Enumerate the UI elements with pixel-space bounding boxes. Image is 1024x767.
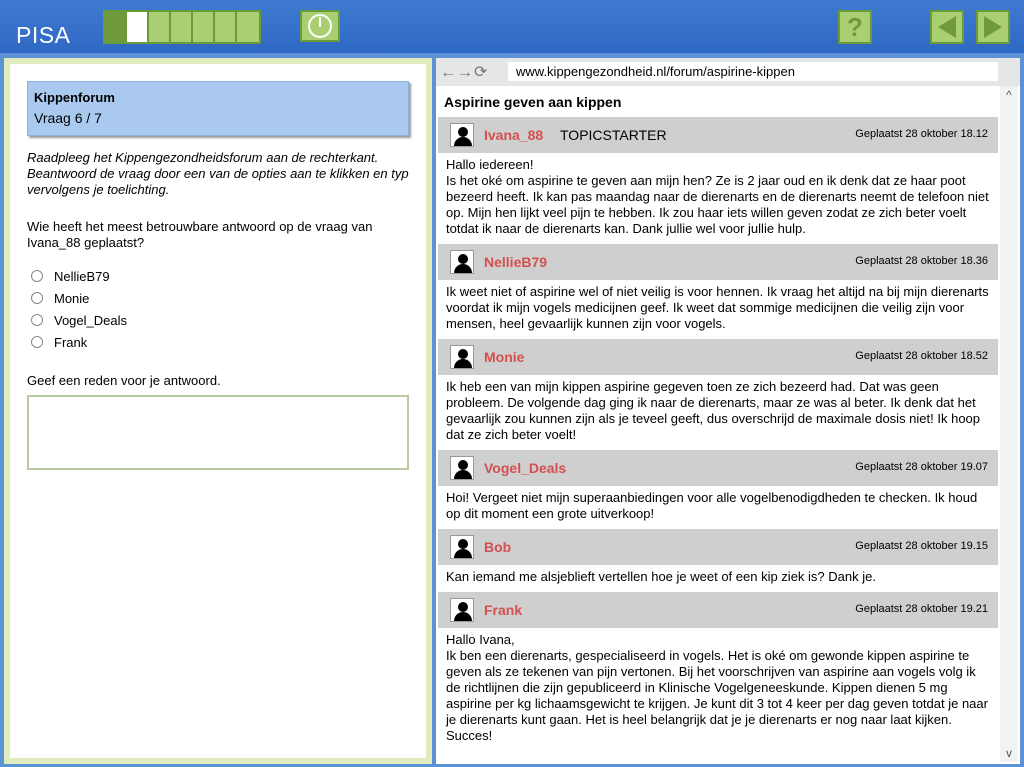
post-body <box>438 280 998 339</box>
vertical-scrollbar[interactable] <box>1000 86 1018 762</box>
progress-segment <box>149 12 171 42</box>
radio-button[interactable] <box>31 292 43 304</box>
user-avatar-icon <box>450 250 474 274</box>
post-text: Ik weet niet of aspirine wel of niet veilig is voor hennen. Ik vraag het altijd na bij mijn dierenarts voordat ik mijn vogels medicijnen geef. Ik weet dat sommige medicijnen die veilig zijn voor mensen, heel gevaarlijk kunnen zijn voor vogels. <box>446 284 989 331</box>
option-monie[interactable] <box>27 287 409 309</box>
previous-button[interactable] <box>930 10 964 44</box>
topicstarter-tag: TOPICSTARTER <box>560 127 667 143</box>
option-label: Frank <box>54 334 88 350</box>
post-author: Frank <box>484 602 523 618</box>
forum-post <box>438 450 998 529</box>
radio-button[interactable] <box>31 336 43 348</box>
forum-post <box>438 592 998 751</box>
post-date: Geplaatst 28 oktober 19.07 <box>855 461 988 473</box>
progress-segment <box>193 12 215 42</box>
clock-icon <box>308 14 332 38</box>
post-body <box>438 628 998 751</box>
post-text: Hallo iedereen! <box>446 157 534 172</box>
arrow-right-icon <box>984 16 1002 38</box>
post-header <box>438 529 998 565</box>
progress-bar <box>103 10 261 44</box>
option-label: Monie <box>54 290 90 306</box>
question-header <box>27 81 409 136</box>
option-vogel-deals[interactable] <box>27 309 409 331</box>
user-avatar-icon <box>450 123 474 147</box>
scroll-down-icon[interactable]: v <box>1006 746 1012 760</box>
question-panel-inner <box>10 64 426 758</box>
option-nellieb79[interactable] <box>27 265 409 287</box>
question-title: Kippenforum <box>34 90 115 105</box>
post-date: Geplaatst 28 oktober 18.36 <box>855 255 988 267</box>
help-button[interactable] <box>838 10 872 44</box>
post-body <box>438 565 998 592</box>
question-number: Vraag 6 / 7 <box>34 110 102 126</box>
post-header <box>438 244 998 280</box>
post-date: Geplaatst 28 oktober 18.52 <box>855 350 988 362</box>
post-date: Geplaatst 28 oktober 19.15 <box>855 540 988 552</box>
post-header <box>438 592 998 628</box>
forum-post <box>438 244 998 339</box>
option-label: Vogel_Deals <box>54 312 127 328</box>
instruction-text: Raadpleeg het Kippengezondheidsforum aan de rechterkant. Beantwoord de vraag door een van de opties aan te klikken en typ vervolgens je toelichting. <box>27 150 409 197</box>
post-author: NellieB79 <box>484 254 548 270</box>
next-button[interactable] <box>976 10 1010 44</box>
option-frank[interactable] <box>27 331 409 353</box>
user-avatar-icon <box>450 456 474 480</box>
option-label: NellieB79 <box>54 268 110 284</box>
post-author: Bob <box>484 539 512 555</box>
answer-options <box>27 265 409 353</box>
post-author: Vogel_Deals <box>484 460 567 476</box>
post-text: Ik ben een dierenarts, gespecialiseerd in vogels. Het is oké om gewonde kippen aspirine te geven als ze tekenen van pijn vertonen. Bij het voorschrijven van aspirine aan vogels volg ik de richtlijnen die zijn gepubliceerd in Klinische Vogelgeneeskunde. Kippen dienen 5 mg aspirine per kg lichaamsgewicht te krijgen. Je kunt dit 3 tot 4 keer per dag geven totdat je naar je dierenarts kunt gaan. Het is heel belangrijk dat je je dierenarts er nog naar laat kijken. Succes! <box>446 648 988 743</box>
progress-segment <box>171 12 193 42</box>
forum-post <box>438 339 998 450</box>
progress-segment <box>105 12 127 42</box>
post-text: Kan iemand me alsjeblieft vertellen hoe je weet of een kip ziek is? Dank je. <box>446 569 876 584</box>
scroll-up-icon[interactable]: ^ <box>1006 88 1012 102</box>
forum-post <box>438 529 998 592</box>
address-bar <box>436 58 1020 86</box>
question-text: Wie heeft het meest betrouwbare antwoord op de vraag van Ivana_88 geplaatst? <box>27 219 373 250</box>
post-text: Hoi! Vergeet niet mijn superaanbiedingen voor alle vogelbenodigdheden te checken. Ik houd op dit moment een grote uitverkoop! <box>446 490 978 521</box>
forum-page-title: Aspirine geven aan kippen <box>444 94 622 110</box>
reason-label: Geef een reden voor je antwoord. <box>27 373 221 388</box>
post-body <box>438 375 998 450</box>
post-text: Is het oké om aspirine te geven aan mijn hen? Ze is 2 jaar oud en ik denk dat ze haar poot bezeerd heeft. Ik kan pas maandag naar de dierenarts en de dierenarts neemt de telefoon niet op. Mijn hen lijkt veel pijn te hebben. Ik zou haar iets willen geven zodat ze zich beter voelt totdat ik naar de dierenarts kan. Dank jullie wel voor jullie hulp. <box>446 173 989 236</box>
progress-segment-current <box>127 12 149 42</box>
post-author: Ivana_88 <box>484 127 544 143</box>
radio-button[interactable] <box>31 314 43 326</box>
arrow-left-icon <box>938 16 956 38</box>
post-text: Ik heb een van mijn kippen aspirine gegeven toen ze zich bezeerd had. Dat was geen probleem. De volgende dag ging ik naar de dierenarts, maar ze was al beter. Ik denk dat het gevaarlijk zou kunnen zijn als je teveel geeft, dus overschrijd de maximale dosis niet! Ik hoop dat ze zich beter voelt! <box>446 379 981 442</box>
url-field[interactable]: www.kippengezondheid.nl/forum/aspirine-kippen <box>508 62 998 81</box>
forum-content <box>438 86 998 762</box>
back-forward-refresh-icon[interactable]: ←→⟳ <box>440 64 489 81</box>
user-avatar-icon <box>450 535 474 559</box>
question-panel <box>4 58 432 764</box>
progress-segment <box>237 12 259 42</box>
user-avatar-icon <box>450 598 474 622</box>
user-avatar-icon <box>450 345 474 369</box>
pisa-logo: PISA <box>16 22 71 48</box>
forum-post <box>438 117 998 244</box>
radio-button[interactable] <box>31 270 43 282</box>
top-bar <box>0 0 1024 53</box>
help-icon: ? <box>847 11 863 42</box>
post-header <box>438 450 998 486</box>
post-header <box>438 117 998 153</box>
browser-panel <box>436 58 1020 764</box>
progress-segment <box>215 12 237 42</box>
reason-textarea[interactable] <box>27 395 409 470</box>
post-author: Monie <box>484 349 525 365</box>
post-date: Geplaatst 28 oktober 18.12 <box>855 128 988 140</box>
post-text: Hallo Ivana, <box>446 632 515 647</box>
post-body <box>438 486 998 529</box>
timer-button[interactable] <box>300 10 340 42</box>
post-body <box>438 153 998 244</box>
post-date: Geplaatst 28 oktober 19.21 <box>855 603 988 615</box>
post-header <box>438 339 998 375</box>
